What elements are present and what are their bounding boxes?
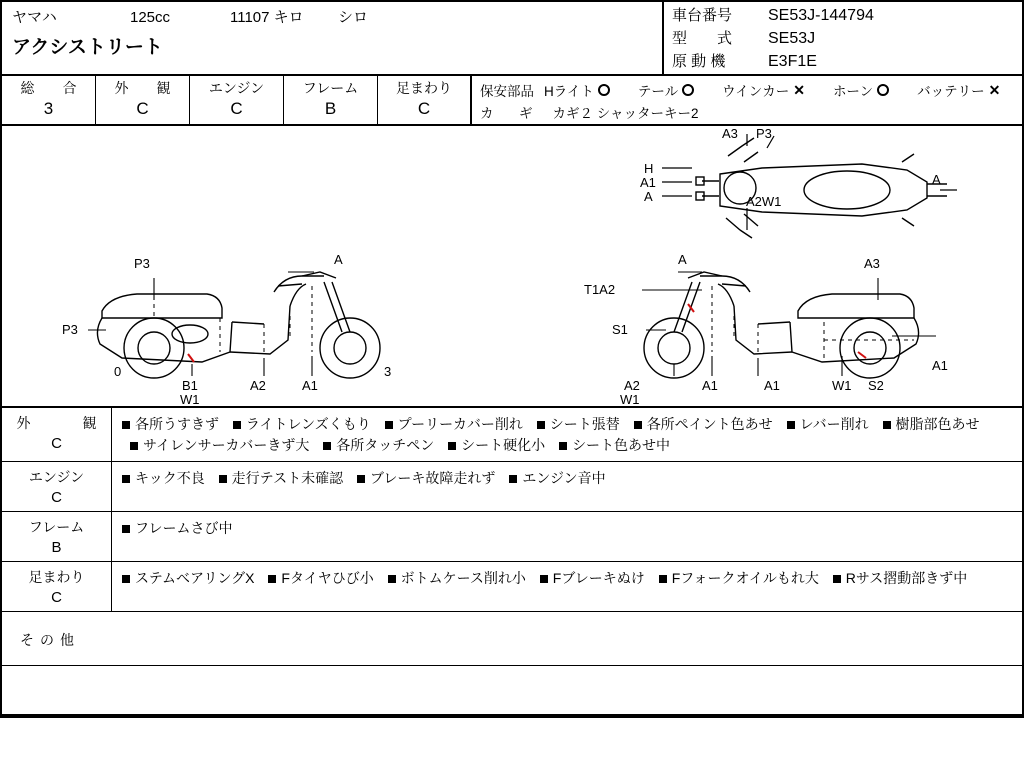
diagram-label-right-s1: S1 xyxy=(612,322,628,337)
displacement: 125cc xyxy=(130,9,171,26)
condition-item: Rサス摺動部きず中 xyxy=(825,570,968,586)
body-color: シロ xyxy=(338,9,369,26)
condition-item: Fタイヤひび小 xyxy=(260,570,373,586)
condition-name-suspension: 足まわり xyxy=(28,569,85,585)
circle-mark-icon xyxy=(598,84,610,96)
bullet-square-icon xyxy=(883,421,891,429)
key-value: カギ２ シャッターキー2 xyxy=(552,106,699,121)
condition-name-appearance: 外 観 xyxy=(16,415,105,431)
other-row xyxy=(2,612,1022,666)
grade-overall-value: 3 xyxy=(43,99,54,118)
header xyxy=(2,2,1022,76)
condition-item: シート張替 xyxy=(529,416,620,432)
cross-mark-icon: ✕ xyxy=(988,82,1001,98)
condition-item: 各所うすきず xyxy=(122,416,219,432)
grade-appearance-label: 外 観 xyxy=(114,80,178,96)
bullet-square-icon xyxy=(634,421,642,429)
grade-suspension xyxy=(378,76,472,124)
mileage: 11107 キロ xyxy=(230,9,304,26)
condition-item: フレームさび中 xyxy=(122,520,232,536)
bullet-square-icon xyxy=(537,421,545,429)
key-label: カ ギ xyxy=(480,106,539,121)
grade-appearance-value: C xyxy=(136,99,149,118)
equipment-taillight xyxy=(638,80,694,100)
condition-item: Fブレーキぬけ xyxy=(532,570,645,586)
condition-item: ライトレンズくもり xyxy=(225,416,371,432)
condition-label-suspension xyxy=(2,562,112,611)
type-value: SE53J xyxy=(768,30,816,47)
condition-item: ステムベアリングX xyxy=(122,570,255,586)
diagram-label-right-a1-far: A1 xyxy=(932,358,948,373)
equipment-winker xyxy=(722,80,805,100)
bullet-square-icon xyxy=(233,421,241,429)
condition-item: Fフォークオイルもれ大 xyxy=(651,570,819,586)
type-row xyxy=(672,27,1022,50)
grade-engine xyxy=(190,76,284,124)
header-right xyxy=(662,2,1022,74)
grade-suspension-value: C xyxy=(417,99,431,118)
diagram-label-left-p3: P3 xyxy=(62,322,78,337)
condition-row-suspension xyxy=(2,562,1022,612)
condition-grade-frame: B xyxy=(51,539,62,556)
diagram-label-a-right: A xyxy=(932,172,941,187)
condition-row-frame xyxy=(2,512,1022,562)
engine-value: E3F1E xyxy=(768,53,817,70)
condition-label-frame xyxy=(2,512,112,561)
bullet-square-icon xyxy=(122,575,130,583)
equipment-headlight xyxy=(544,80,610,100)
diagram-label-left-a: A xyxy=(334,252,343,267)
bottom-space xyxy=(0,718,1024,758)
chassis-number-value: SE53J-144794 xyxy=(768,7,874,24)
grade-overall-label: 総 合 xyxy=(20,80,84,96)
grade-engine-label: エンジン xyxy=(208,80,265,96)
condition-name-frame: フレーム xyxy=(28,519,85,535)
diagram-label-right-a1: A1 xyxy=(702,378,718,393)
bullet-square-icon xyxy=(509,475,517,483)
chassis-number-label: 車台番号 xyxy=(672,7,733,24)
grade-frame xyxy=(284,76,378,124)
bullet-square-icon xyxy=(130,442,138,450)
diagram-label-h: H xyxy=(644,161,654,176)
circle-mark-icon xyxy=(877,84,889,96)
diagram-label-left-p3-top: P3 xyxy=(134,256,150,271)
bullet-square-icon xyxy=(540,575,548,583)
diagram-label-a2w1: A2W1 xyxy=(746,194,782,209)
diagram-label-a: A xyxy=(644,189,653,204)
condition-item: 走行テスト未確認 xyxy=(211,470,343,486)
condition-item: 各所タッチペン xyxy=(315,437,434,453)
condition-item: エンジン音中 xyxy=(501,470,605,486)
condition-item: レバー削れ xyxy=(779,416,869,432)
diagram-label-p3: P3 xyxy=(756,126,772,141)
grade-appearance xyxy=(96,76,190,124)
condition-row-appearance xyxy=(2,408,1022,462)
diagram-label-a3: A3 xyxy=(722,126,738,141)
equipment-horn xyxy=(833,80,889,100)
condition-name-engine: エンジン xyxy=(28,469,85,485)
grades-bar xyxy=(2,76,1022,126)
condition-grade-engine: C xyxy=(51,489,62,506)
condition-item: サイレンサーカバーきず大 xyxy=(122,437,309,453)
bullet-square-icon xyxy=(122,525,130,533)
diagram-label-right-a3: A3 xyxy=(864,256,880,271)
damage-diagram xyxy=(2,126,1022,408)
bullet-square-icon xyxy=(833,575,841,583)
diagram-svg xyxy=(2,126,1022,404)
model-name: アクシストリート xyxy=(12,37,163,58)
type-label: 型 式 xyxy=(672,30,733,47)
engine-label: 原 動 機 xyxy=(672,53,726,70)
condition-item: プーリーカバー削れ xyxy=(377,416,523,432)
diagram-label-left-b1: B1 xyxy=(182,378,198,393)
condition-items-engine xyxy=(112,462,1022,511)
bullet-square-icon xyxy=(448,442,456,450)
condition-item: キック不良 xyxy=(122,470,205,486)
bullet-square-icon xyxy=(357,475,365,483)
equipment-battery-label: バッテリー xyxy=(917,84,985,99)
diagram-label-right-a1b: A1 xyxy=(764,378,780,393)
condition-item: シート硬化小 xyxy=(440,437,545,453)
equipment-battery xyxy=(917,80,1000,100)
bullet-square-icon xyxy=(787,421,795,429)
equipment-title: 保安部品 xyxy=(480,84,534,99)
engine-row xyxy=(672,50,1022,73)
bullet-square-icon xyxy=(388,575,396,583)
equipment-items-row xyxy=(480,79,1022,101)
blank-row xyxy=(2,666,1022,716)
other-label: その他 xyxy=(20,632,80,648)
diagram-label-right-a2: A2 xyxy=(624,378,640,393)
bullet-square-icon xyxy=(122,475,130,483)
condition-items-frame xyxy=(112,512,1022,561)
diagram-label-right-a: A xyxy=(678,252,687,267)
key-row xyxy=(480,101,1022,123)
grade-engine-value: C xyxy=(230,99,243,118)
grade-suspension-label: 足まわり xyxy=(396,80,452,96)
bullet-square-icon xyxy=(219,475,227,483)
condition-label-engine xyxy=(2,462,112,511)
equipment-section xyxy=(472,76,1022,124)
condition-row-engine xyxy=(2,462,1022,512)
bullet-square-icon xyxy=(559,442,567,450)
maker-name: ヤマハ xyxy=(12,9,57,26)
diagram-label-left-0: 0 xyxy=(114,364,122,379)
diagram-label-right-t1a2: T1A2 xyxy=(584,282,616,297)
diagram-label-left-a2: A2 xyxy=(250,378,266,393)
diagram-label-left-w1: W1 xyxy=(180,392,200,404)
condition-item: シート色あせ中 xyxy=(551,437,670,453)
diagram-label-right-w1b: W1 xyxy=(832,378,852,393)
condition-item: ブレーキ故障走れず xyxy=(349,470,495,486)
condition-item: ボトムケース削れ小 xyxy=(380,570,526,586)
condition-label-appearance xyxy=(2,408,112,461)
grade-frame-label: フレーム xyxy=(302,80,359,96)
chassis-number-row xyxy=(672,4,1022,27)
condition-item: 各所ペイント色あせ xyxy=(626,416,773,432)
diagram-label-left-3: 3 xyxy=(384,364,392,379)
condition-items-appearance xyxy=(112,408,1022,461)
bullet-square-icon xyxy=(122,421,130,429)
equipment-horn-label: ホーン xyxy=(832,84,874,99)
grade-frame-value: B xyxy=(324,99,337,118)
diagram-label-left-a1: A1 xyxy=(302,378,318,393)
condition-item: 樹脂部色あせ xyxy=(875,416,980,432)
bullet-square-icon xyxy=(659,575,667,583)
condition-grade-suspension: C xyxy=(51,589,62,606)
header-left xyxy=(2,2,662,74)
condition-items-suspension xyxy=(112,562,1022,611)
diagram-label-right-s2: S2 xyxy=(868,378,884,393)
equipment-taillight-label: テール xyxy=(637,84,679,99)
bullet-square-icon xyxy=(323,442,331,450)
circle-mark-icon xyxy=(682,84,694,96)
bullet-square-icon xyxy=(268,575,276,583)
bullet-square-icon xyxy=(385,421,393,429)
cross-mark-icon: ✕ xyxy=(793,82,805,98)
diagram-label-a1: A1 xyxy=(640,175,656,190)
vehicle-summary-line xyxy=(12,6,662,30)
equipment-winker-label: ウインカー xyxy=(722,84,790,99)
condition-grade-appearance: C xyxy=(51,435,62,452)
diagram-label-right-w1: W1 xyxy=(620,392,640,404)
grade-overall xyxy=(2,76,96,124)
equipment-headlight-label: Hライト xyxy=(544,84,594,99)
